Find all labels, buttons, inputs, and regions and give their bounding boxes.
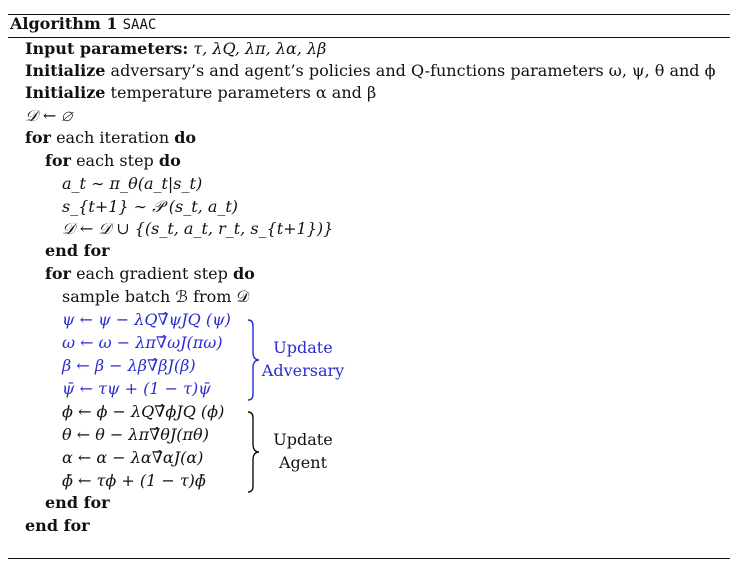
adversary-temperature-update-line: β ← β − λβ∇̂βJ(β) [62, 356, 196, 375]
adversary-q-update-line: ψ ← ψ − λQ∇̂ψJQ (ψ) [62, 310, 231, 329]
update-agent-annotation: Update Agent [273, 430, 333, 472]
header-rule [8, 37, 730, 38]
algorithm-label: Algorithm 1 [10, 14, 118, 33]
agent-policy-update-line: θ ← θ − λπ∇̂θJ(πθ) [62, 425, 209, 444]
end-for-iteration-line: end for [25, 516, 90, 535]
for-each-iteration-line: for each iteration do [25, 128, 197, 147]
agent-q-update-line: ϕ ← ϕ − λQ∇̂ϕJQ (ϕ) [62, 402, 225, 421]
update-adversary-annotation: Update Adversary [261, 338, 345, 380]
bottom-rule [8, 558, 730, 559]
agent-temperature-update-line: α ← α − λα∇̂αJ(α) [62, 448, 204, 467]
for-each-step-line: for each step do [45, 151, 181, 170]
sample-batch-line: sample batch ℬ from 𝒟 [62, 287, 250, 306]
algorithm-name: SAAC [122, 17, 157, 33]
algorithm-header [10, 14, 156, 35]
adversary-target-update-line: ψ̄ ← τψ + (1 − τ)ψ̄ [62, 379, 211, 398]
agent-target-update-line: ϕ̄ ← τϕ + (1 − τ)ϕ̄ [62, 471, 206, 490]
replay-buffer-init-line: 𝒟 ← ∅ [25, 106, 72, 125]
input-parameters-line: Input parameters: τ, λQ, λπ, λα, λβ [25, 39, 327, 58]
buffer-append-line: 𝒟 ← 𝒟 ∪ {(s_t, a_t, r_t, s_{t+1})} [62, 219, 334, 238]
initialize-policies-line: Initialize adversary’s and agent’s policies and Q-functions parameters ω, ψ, θ and ϕ [25, 61, 716, 80]
end-for-gradient-line: end for [45, 493, 110, 512]
initialize-temperature-line: Initialize temperature parameters α and β [25, 83, 377, 102]
action-sample-line: a_t ∼ π_θ(a_t|s_t) [62, 174, 203, 193]
end-for-step-line: end for [45, 241, 110, 260]
transition-line: s_{t+1} ∼ 𝒫 (s_t, a_t) [62, 197, 239, 216]
for-each-gradient-step-line: for each gradient step do [45, 264, 255, 283]
adversary-policy-update-line: ω ← ω − λπ∇̂ωJ(πω) [62, 333, 223, 352]
